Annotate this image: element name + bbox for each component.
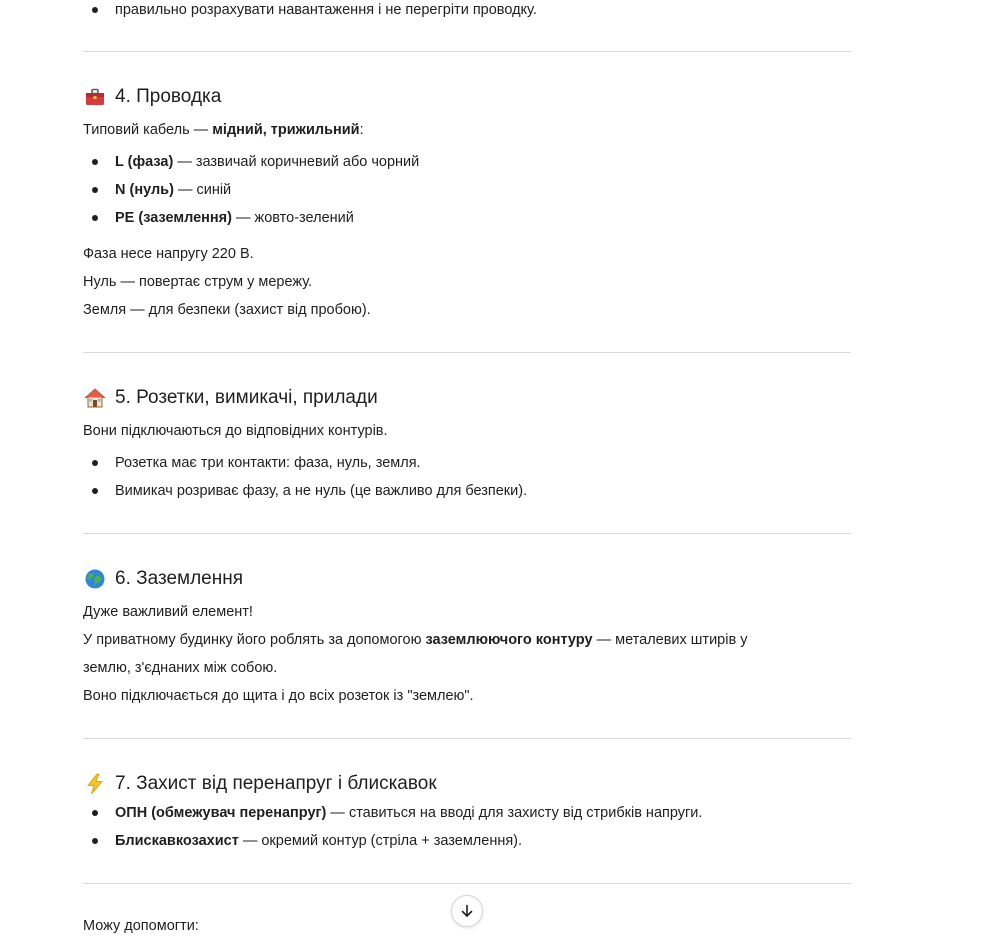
paragraph-line: Воно підключається до щита і до всіх розеток із "землею".: [83, 688, 474, 704]
paragraph-line: Нуль — повертає струм у мережу.: [83, 274, 313, 290]
bullet-dot: [92, 7, 98, 13]
section-divider: [83, 883, 851, 884]
list-item: Блискавкозахист — окремий контур (стріла + заземлення).: [115, 833, 523, 849]
bullet-dot: [92, 838, 98, 844]
list-item: L (фаза) — зазвичай коричневий або чорний: [115, 154, 420, 170]
paragraph: Типовий кабель — мідний, трижильний:: [83, 122, 364, 138]
paragraph-line: Можу допомогти:: [83, 918, 199, 934]
section-heading-grounding: [83, 566, 243, 592]
section-heading-wiring: [83, 84, 221, 110]
list-item: Розетка має три контакти: фаза, нуль, земля.: [115, 455, 421, 471]
list-item: ОПН (обмежувач перенапруг) — ставиться на вводі для захисту від стрибків напруги.: [115, 805, 703, 821]
house-icon: [83, 386, 107, 410]
section-divider: [83, 51, 851, 52]
list-item: Вимикач розриває фазу, а не нуль (це важливо для безпеки).: [115, 483, 528, 499]
list-item: правильно розрахувати навантаження і не перегріти проводку.: [115, 2, 537, 18]
paragraph-line: У приватному будинку його роблять за допомогою заземлюючого контуру — металевих штирів у: [83, 632, 748, 648]
paragraph: Вони підключаються до відповідних контурів.: [83, 423, 388, 439]
section-divider: [83, 352, 851, 353]
section-divider: [83, 533, 851, 534]
paragraph-line: Дуже важливий елемент!: [83, 604, 253, 620]
paragraph-line: Земля — для безпеки (захист від пробою).: [83, 302, 371, 318]
bullet-dot: [92, 810, 98, 816]
bullet-dot: [92, 488, 98, 494]
section-heading-surge-protection: [83, 771, 437, 797]
bullet-dot: [92, 460, 98, 466]
section-heading-outlets: [83, 385, 378, 411]
list-item: N (нуль) — синій: [115, 182, 232, 198]
paragraph-line: землю, з'єднаних між собою.: [83, 660, 278, 676]
bullet-dot: [92, 215, 98, 221]
bullet-dot: [92, 187, 98, 193]
section-divider: [83, 738, 851, 739]
section-title: 6. Заземлення: [115, 568, 244, 589]
list-item: PE (заземлення) — жовто-зелений: [115, 210, 354, 226]
lightning-icon: [83, 772, 107, 796]
bullet-dot: [92, 159, 98, 165]
section-title: 4. Проводка: [115, 86, 222, 107]
globe-icon: [83, 567, 107, 591]
arrow-down-icon: [459, 903, 475, 919]
paragraph-line: Фаза несе напругу 220 В.: [83, 246, 254, 262]
section-title: 5. Розетки, вимикачі, прилади: [115, 387, 378, 408]
section-title: 7. Захист від перенапруг і блискавок: [115, 773, 437, 794]
toolbox-icon: [83, 85, 107, 109]
scroll-down-button[interactable]: [451, 895, 483, 927]
